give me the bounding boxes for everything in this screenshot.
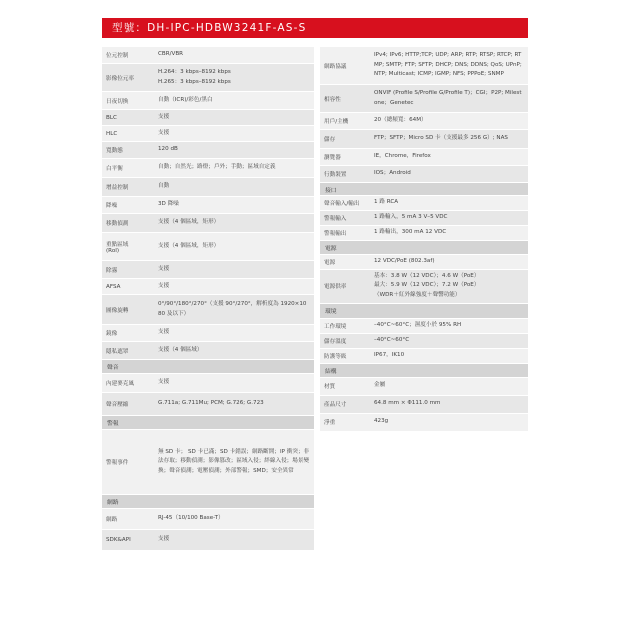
spec-value: FTP；SFTP；Micro SD 卡（支援最多 256 G）; NAS — [374, 135, 508, 142]
spec-row — [320, 270, 528, 304]
spec-label: 位元控制 — [106, 53, 129, 59]
spec-table-left — [102, 47, 314, 551]
spec-label: 瀏覽器 — [324, 155, 341, 161]
spec-row — [102, 47, 314, 64]
spec-label: 儲存 — [324, 137, 336, 143]
spec-label: AFSA — [106, 283, 121, 290]
spec-row — [102, 159, 314, 178]
spec-value: 無 SD 卡； SD 卡已滿；SD 卡錯誤；網路斷開；IP 衝突；非法存取；移動偵測；影像篡改；區域入侵；絆線入侵；場景變換；聲音偵測；電壓偵測；外部警報；SMD；安全異常 — [158, 448, 310, 474]
section-header: 環境 — [320, 304, 528, 319]
spec-row — [102, 325, 314, 342]
spec-row — [102, 64, 314, 92]
spec-value: 基本：3.8 W（12 VDC）；4.6 W（PoE） 最大：5.9 W（12 VDC）；7.2 W（PoE） （WDR＋紅外線強度＋聲響功能） — [374, 272, 480, 298]
spec-row — [320, 196, 528, 211]
spec-value: 支援 — [158, 379, 170, 386]
spec-label: 隱私遮罩 — [106, 348, 129, 355]
spec-value: 支援（4 個區域） — [158, 346, 203, 353]
section-header: 結構 — [320, 364, 528, 378]
spec-value: 支援 — [158, 536, 170, 543]
spec-row — [102, 261, 314, 279]
spec-value: 金屬 — [374, 382, 386, 389]
spec-value: 0°/90°/180°/270°（支援 90°/270°，解析度為 1920×1080 及以下） — [158, 301, 307, 317]
spec-value: ONVIF (Profile S/Profile G/Profile T)；CGI；P2P; Milestone；Genetec — [374, 90, 522, 106]
spec-label: 重點區域 (RoI) — [106, 241, 129, 254]
spec-value: 423g — [374, 418, 389, 425]
spec-value: 自動（ICR)/彩色/黑白 — [158, 96, 213, 103]
section-header: 接口 — [320, 183, 528, 196]
section-header: 聲音 — [102, 360, 314, 374]
spec-label: 產品尺寸 — [324, 402, 347, 408]
spec-label: 工作環境 — [324, 323, 347, 330]
spec-label: BLC — [106, 114, 117, 121]
spec-label: 防護等級 — [324, 353, 347, 360]
spec-row — [320, 255, 528, 270]
spec-row — [102, 233, 314, 261]
spec-label: 白平衡 — [106, 166, 123, 172]
spec-value: 1 路輸出，300 mA 12 VDC — [374, 229, 447, 236]
spec-value: IPv4; IPv6; HTTP;TCP; UDP; ARP; RTP; RTSP; RTCP; RTMP; SMTP; FTP; SFTP; DHCP; DNS; DDNS; QoS; UPnP; NTP; Multicast; ICMP; IGMP; NFS; PPPoE; SNMP — [374, 52, 522, 78]
spec-value: –40°C~60°C — [374, 336, 410, 343]
spec-label: 警報輸入 — [324, 216, 347, 222]
spec-label: 淨重 — [324, 420, 336, 426]
spec-row — [102, 393, 314, 416]
spec-label: 降噪 — [106, 203, 118, 209]
spec-value: 支援（4 個區域，矩形） — [158, 242, 220, 249]
spec-label: 用戶/主機 — [324, 119, 349, 125]
spec-label: 聲音輸入/輸出 — [324, 201, 360, 207]
spec-row — [320, 226, 528, 241]
spec-row — [320, 319, 528, 334]
spec-row — [320, 166, 528, 183]
spec-label: 電源 — [324, 259, 336, 266]
spec-row — [320, 396, 528, 414]
spec-value: RJ-45（10/100 Base-T） — [158, 515, 224, 522]
spec-label: 內建麥克風 — [106, 381, 134, 387]
spec-row — [102, 214, 314, 233]
spec-label: 儲存溫度 — [324, 338, 347, 345]
spec-label: 警報輸出 — [324, 231, 347, 237]
spec-value: 支援 — [158, 329, 170, 336]
spec-label: 圖像旋轉 — [106, 307, 129, 314]
spec-label: 電源供率 — [324, 284, 347, 290]
spec-value: 支援（4 個區域，矩形） — [158, 219, 220, 226]
spec-value: 自動 — [158, 183, 170, 190]
spec-value: –40°C~60°C；濕度小於 95% RH — [374, 321, 462, 328]
spec-label: 行動裝置 — [324, 172, 347, 178]
spec-row — [102, 279, 314, 295]
spec-label: 網路協議 — [324, 63, 347, 70]
spec-label: 除霧 — [106, 267, 118, 274]
spec-value: 20（總頻寬：64M） — [374, 117, 427, 124]
spec-row — [320, 85, 528, 113]
section-header: 網路 — [102, 495, 314, 509]
spec-row — [102, 142, 314, 159]
spec-row — [102, 126, 314, 142]
spec-row — [320, 334, 528, 349]
spec-value: 3D 降噪 — [158, 201, 179, 208]
spec-row — [102, 197, 314, 214]
spec-row — [102, 509, 314, 530]
spec-label: 移動偵測 — [106, 221, 129, 227]
spec-value: 支援 — [158, 265, 170, 272]
spec-row — [102, 178, 314, 197]
spec-value: 自動；自然光；路燈；戶外；手動；區域自定義 — [158, 164, 276, 171]
model-title-banner: 型號：DH-IPC-HDBW3241F-AS-S — [102, 18, 528, 38]
spec-row — [102, 342, 314, 360]
spec-value: 1 路輸入，5 mA 3 V–5 VDC — [374, 214, 448, 221]
spec-label: 警報事件 — [106, 460, 129, 466]
spec-value: IOS；Android — [374, 170, 411, 177]
section-header: 電源 — [320, 241, 528, 255]
spec-row — [102, 110, 314, 126]
spec-row — [320, 149, 528, 166]
spec-row — [102, 295, 314, 325]
spec-label: 增益控制 — [106, 185, 129, 191]
spec-label: 相容性 — [324, 96, 341, 103]
spec-label: 網路 — [106, 517, 118, 523]
spec-value: 支援 — [158, 282, 170, 289]
spec-row — [102, 530, 314, 551]
spec-row — [320, 211, 528, 226]
spec-row — [320, 47, 528, 85]
spec-label: SDK&API — [106, 537, 131, 543]
spec-row — [102, 92, 314, 110]
spec-label: 寬動態 — [106, 148, 123, 154]
spec-row — [102, 374, 314, 393]
spec-label: 影像位元率 — [106, 75, 134, 82]
spec-row — [320, 349, 528, 364]
spec-row — [320, 113, 528, 130]
spec-row — [320, 130, 528, 149]
spec-value: IE，Chrome，Firefox — [374, 153, 431, 160]
spec-label: 材質 — [324, 384, 336, 390]
spec-value: 支援 — [158, 129, 170, 136]
spec-value: 12 VDC/PoE (802.3af) — [374, 258, 435, 264]
spec-value: 1 路 RCA — [374, 199, 399, 206]
spec-value: CBR/VBR — [158, 51, 184, 58]
spec-row — [102, 430, 314, 495]
spec-label: HLC — [106, 130, 118, 137]
spec-value: 120 dB — [158, 146, 178, 153]
spec-value: IP67，IK10 — [374, 351, 405, 358]
spec-value: H.264：3 kbps–8192 kbps H.265：3 kbps–8192 kbps — [158, 69, 231, 85]
spec-value: 支援 — [158, 113, 170, 120]
spec-label: 鏡像 — [106, 331, 118, 337]
spec-table-right — [320, 47, 528, 432]
spec-value: G.711a; G.711Mu; PCM; G.726; G.723 — [158, 400, 264, 407]
spec-row — [320, 414, 528, 432]
spec-value: 64.8 mm × Φ111.0 mm — [374, 400, 441, 407]
spec-label: 日夜切換 — [106, 98, 129, 105]
spec-label: 聲音壓縮 — [106, 402, 129, 408]
spec-row — [320, 378, 528, 396]
section-header: 警報 — [102, 416, 314, 430]
